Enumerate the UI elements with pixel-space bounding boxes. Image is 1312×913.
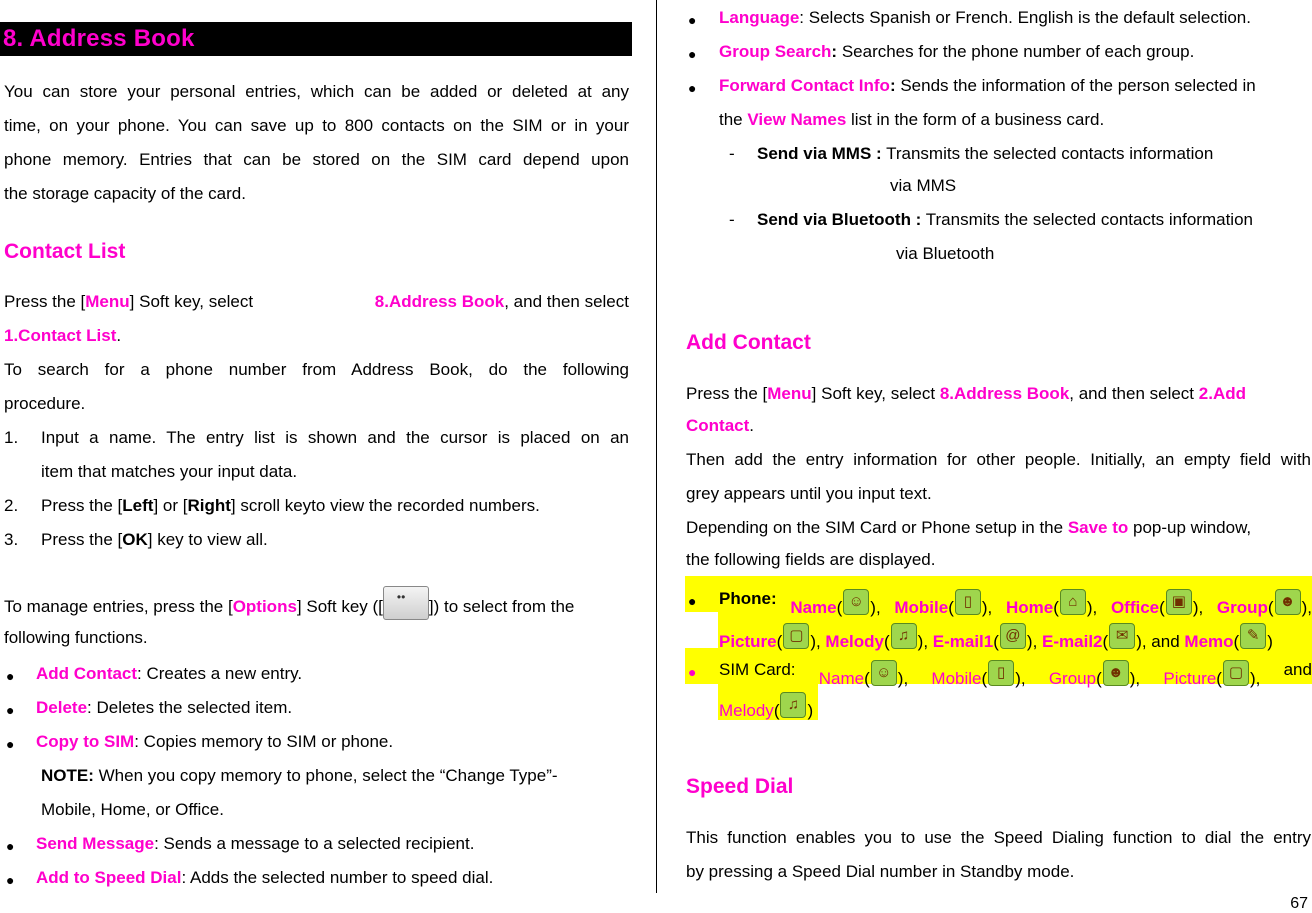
list-item: the View Names list in the form of a business card. (719, 110, 1105, 129)
then-line: grey appears until you input text. (686, 484, 932, 503)
step-text: Input a name. The entry list is shown and the cursor is placed on an (41, 428, 629, 447)
search-line: To search for a phone number from Address Book, do the following (4, 360, 629, 379)
note: Mobile, Home, or Office. (41, 800, 224, 819)
sim-fields: Melody(♫ ) (719, 692, 813, 721)
note (41, 766, 629, 786)
list-item: Delete: Deletes the selected item. (36, 698, 293, 717)
step-text: item that matches your input data. (41, 462, 298, 481)
field: Mobile(▯ ), (931, 660, 1025, 689)
bullet-icon: ● (6, 838, 15, 854)
bullet-icon: ● (688, 593, 697, 609)
music-note-icon (891, 623, 917, 649)
depending-line: the following fields are displayed. (686, 550, 936, 569)
add-contact-instruction: Contact. (686, 416, 755, 435)
sub-item: Send via Bluetooth : Transmits the selected contacts information (757, 210, 1253, 229)
office-icon (1166, 589, 1192, 615)
bullet-icon: ● (6, 872, 15, 888)
sub-item: via Bluetooth (896, 244, 995, 263)
contact-list-instruction (4, 292, 629, 312)
text: Press the [Menu] Soft key, select 8.Address Book, and then select 2.Add (686, 384, 1246, 403)
mobile-phone-icon (955, 589, 981, 615)
heading-speed-dial: Speed Dial (686, 775, 794, 798)
field: Home(⌂ ), (1006, 589, 1097, 618)
add-contact-instruction (686, 384, 1311, 404)
text: NOTE: When you copy memory to phone, select the “Change Type”- (41, 766, 558, 785)
text: Press the [Menu] Soft key, select (4, 292, 254, 311)
sub-item: via MMS (890, 176, 957, 195)
email-icon (1109, 623, 1135, 649)
house-icon (1060, 589, 1086, 615)
list-item: Group Search: Searches for the phone number of each group. (719, 42, 1195, 61)
depending-line (686, 518, 1311, 538)
speed-dial-text: This function enables you to use the Speed Dialing function to dial the entry (686, 828, 1311, 847)
step-number: 1. (4, 428, 19, 447)
list-item: Send Message: Sends a message to a selected recipient. (36, 834, 475, 853)
field: Office(▣ ), (1111, 589, 1203, 618)
text: 8.Address Book, and then select (374, 292, 629, 311)
mobile-phone-icon (988, 660, 1014, 686)
heading-contact-list: Contact List (4, 240, 126, 263)
column-divider (656, 0, 657, 893)
face-icon (871, 660, 897, 686)
email-icon (1000, 623, 1026, 649)
picture-icon (1223, 660, 1249, 686)
intro-line: the storage capacity of the card. (4, 184, 246, 203)
field: Name(☺ ), (819, 660, 908, 689)
manage-line (4, 586, 629, 620)
heading-add-contact: Add Contact (686, 331, 811, 354)
list-item: Forward Contact Info: Sends the information of the person selected in (719, 76, 1256, 95)
section-title: 8. Address Book (3, 25, 195, 52)
text: Depending on the SIM Card or Phone setup in the Save to pop-up window, (686, 518, 1252, 537)
search-line: procedure. (4, 394, 86, 413)
text: SIM Card: (719, 660, 796, 679)
step-number: 3. (4, 530, 19, 549)
face-icon (843, 589, 869, 615)
step-text: Press the [OK] key to view all. (41, 530, 268, 549)
field: Group(☻ ), (1049, 660, 1140, 689)
list-item: Add Contact: Creates a new entry. (36, 664, 303, 683)
sub-item: Send via MMS : Transmits the selected contacts information (757, 144, 1214, 163)
field: Mobile(▯ ), (894, 589, 992, 618)
bullet-icon: ● (688, 80, 697, 96)
bullet-icon: ● (688, 664, 697, 680)
options-softkey-icon (383, 586, 429, 620)
dash: - (729, 144, 735, 163)
list-item: Copy to SIM: Copies memory to SIM or phone. (36, 732, 394, 751)
field: Picture(▢ ), (1163, 660, 1260, 689)
then-line: Then add the entry information for other people. Initially, an empty field with (686, 450, 1311, 469)
memo-icon (1240, 623, 1266, 649)
bullet-icon: ● (6, 736, 15, 752)
speed-dial-text: by pressing a Speed Dial number in Standby mode. (686, 862, 1075, 881)
bullet-icon: ● (6, 668, 15, 684)
text: Phone: (719, 589, 777, 608)
field: Group(☻ ), (1217, 589, 1312, 618)
bullet-icon: ● (6, 702, 15, 718)
text: . (116, 326, 122, 345)
intro-line: You can store your personal entries, which can be added or deleted at any (4, 82, 629, 101)
dash: - (729, 210, 735, 229)
list-item: Language: Selects Spanish or French. English is the default selection. (719, 8, 1251, 27)
text: and (1283, 660, 1312, 679)
page-number: 67 (1290, 895, 1308, 912)
group-icon (1275, 589, 1301, 615)
phone-fields (719, 589, 1312, 618)
list-item: Add to Speed Dial: Adds the selected number to speed dial. (36, 868, 494, 887)
picture-icon (783, 623, 809, 649)
menu-path: 1.Contact List (4, 326, 117, 345)
step-text: Press the [Left] or [Right] scroll keyto view the recorded numbers. (41, 496, 540, 515)
group-icon (1103, 660, 1129, 686)
bullet-icon: ● (688, 46, 697, 62)
bullet-icon: ● (688, 12, 697, 28)
section-title-bar (0, 22, 632, 56)
field: Name(☺ ), (790, 589, 880, 618)
sim-fields (719, 660, 1312, 689)
music-note-icon (780, 692, 806, 718)
step-number: 2. (4, 496, 19, 515)
manage-line: following functions. (4, 628, 148, 647)
intro-line: time, on your phone. You can save up to 800 contacts on the SIM or in your (4, 116, 629, 135)
intro-line: phone memory. Entries that can be stored on the SIM card depend upon (4, 150, 629, 169)
phone-fields: Picture(▢ ), Melody(♫ ), E-mail1(@ ), E-mail2(✉ ), and Memo(✎ ) (719, 623, 1273, 652)
contact-list-item-line (4, 326, 121, 346)
text: To manage entries, press the [Options] Soft key ([•• ]) to select from the (4, 586, 574, 620)
